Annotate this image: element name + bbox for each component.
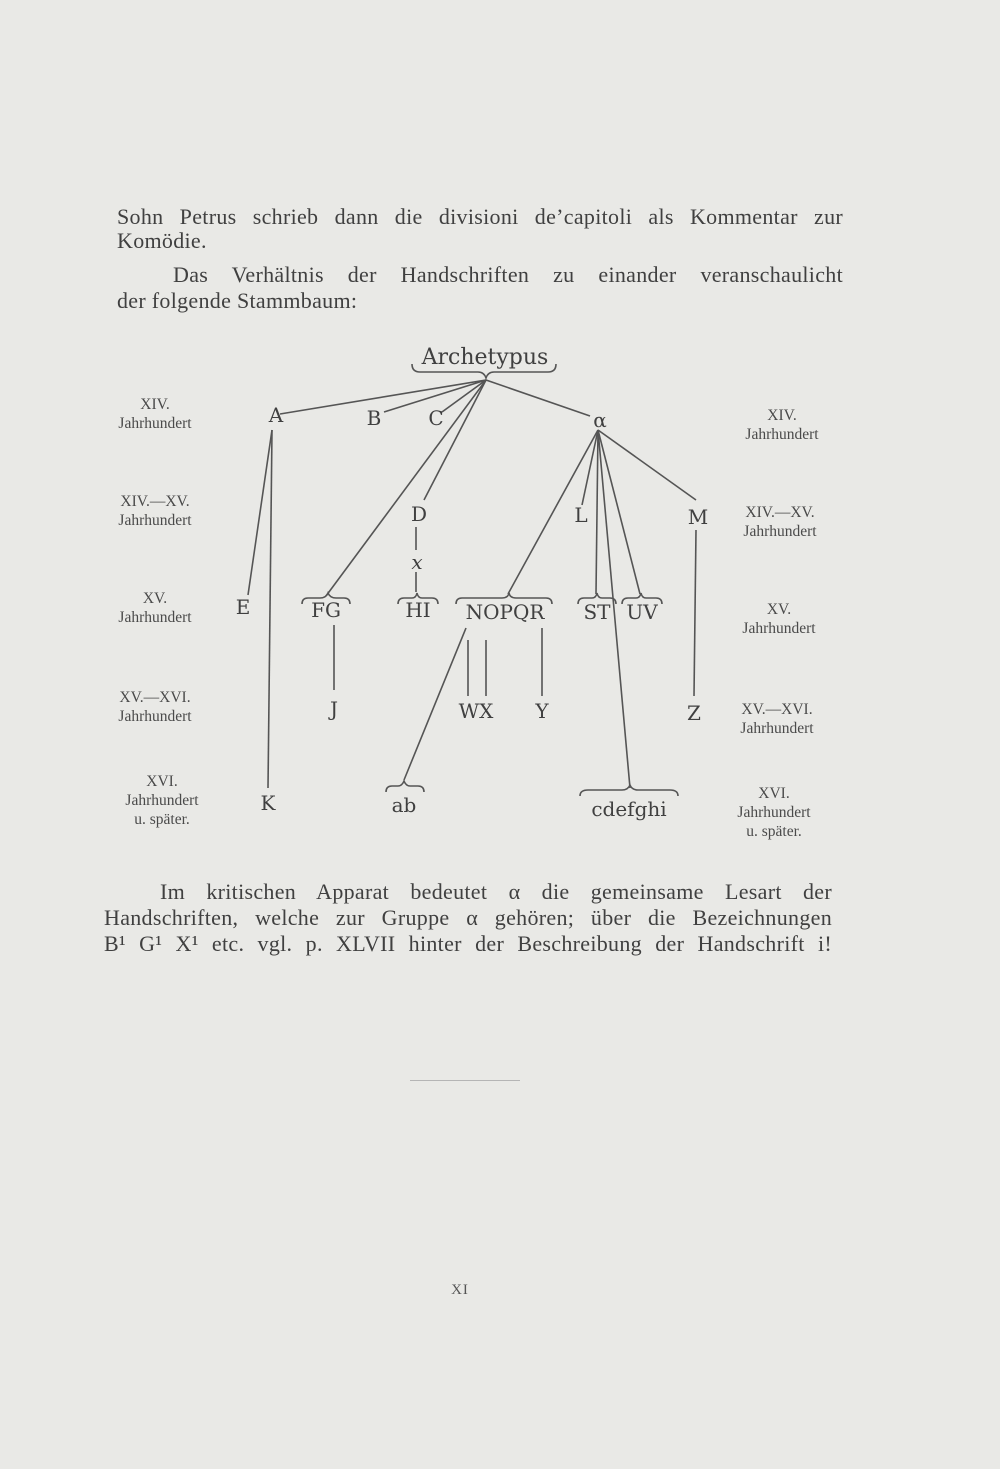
era-left-2-line-2: Jahrhundert — [118, 512, 192, 529]
node-M: M — [687, 505, 709, 529]
edge-alpha-ST — [596, 430, 598, 594]
node-WX: WX — [458, 699, 494, 723]
edge-root-alpha — [486, 380, 590, 416]
node-B: B — [366, 406, 382, 430]
node-Z: Z — [687, 701, 701, 725]
node-Y: Y — [535, 699, 549, 723]
era-left-1-line-1: XIV. — [140, 396, 170, 413]
edge-A-E — [248, 430, 272, 595]
era-left-2-line-1: XIV.—XV. — [120, 493, 190, 510]
edge-M-Z — [694, 530, 696, 696]
era-right-1-line-1: XIV. — [767, 407, 797, 424]
edge-NOPQR-ab — [404, 628, 466, 780]
section-divider — [410, 1080, 520, 1081]
era-left-5-line-2: Jahrhundert — [125, 792, 199, 809]
node-alpha: α — [593, 408, 607, 432]
era-left-4-line-2: Jahrhundert — [118, 708, 192, 725]
edge-A-K — [268, 430, 272, 788]
era-right-5-line-2: Jahrhundert — [737, 804, 811, 821]
node-NOPQR: NOPQR — [465, 600, 545, 624]
node-archetypus: Archetypus — [421, 345, 549, 370]
node-HI: HI — [405, 598, 431, 622]
era-right-5-line-1: XVI. — [758, 785, 790, 802]
era-right-2-line-2: Jahrhundert — [743, 523, 817, 540]
node-D: D — [410, 502, 428, 526]
era-right-3-line-2: Jahrhundert — [742, 620, 816, 637]
paragraph-3-line-1-text: Im kritischen Apparat bedeutet α die gemeinsame Lesart der — [160, 879, 832, 904]
node-ab: ab — [391, 793, 417, 817]
node-J: J — [329, 697, 339, 721]
node-C: C — [428, 406, 444, 430]
paragraph-3-line-2: Handschriften, welche zur Gruppe α gehören; über die Bezeichnungen — [104, 905, 832, 930]
edge-root-FG — [326, 380, 486, 596]
era-right-3-line-1: XV. — [766, 601, 792, 618]
paragraph-2-line-1-text: Das Verhältnis der Handschriften zu einander veranschaulicht — [173, 262, 843, 287]
era-left-5-line-1: XVI. — [146, 773, 178, 790]
era-left-3-line-2: Jahrhundert — [118, 609, 192, 626]
paragraph-3-line-3: B¹ G¹ X¹ etc. vgl. p. XLVII hinter der Beschreibung der Handschrift i! — [104, 931, 832, 956]
node-cdefghi: cdefghi — [591, 797, 667, 821]
era-left-1-line-2: Jahrhundert — [118, 415, 192, 432]
paragraph-2-line-2: der folgende Stammbaum: — [117, 288, 358, 313]
cdefghi-brace — [580, 785, 678, 796]
era-right-5-line-3: u. später. — [746, 823, 802, 840]
edge-root-C — [442, 380, 486, 412]
era-left-3-line-1: XV. — [142, 590, 168, 607]
era-left-4-line-1: XV.—XVI. — [119, 689, 191, 706]
edge-alpha-L — [582, 430, 598, 505]
paragraph-1-line-1: Sohn Petrus schrieb dann die divisioni de’capitoli als Kommentar zur — [117, 204, 843, 229]
era-right-1-line-2: Jahrhundert — [745, 426, 819, 443]
edge-root-D — [424, 380, 486, 500]
page-number: XI — [451, 1282, 469, 1298]
paragraph-1-line-2: Komödie. — [117, 228, 207, 253]
edge-root-A — [280, 380, 486, 414]
era-right-4-line-2: Jahrhundert — [740, 720, 814, 737]
node-E: E — [235, 595, 251, 619]
node-L: L — [574, 503, 588, 527]
ab-brace — [386, 781, 424, 792]
era-left-5-line-3: u. später. — [134, 811, 190, 828]
node-UV: UV — [626, 600, 658, 624]
era-right-4-line-1: XV.—XVI. — [741, 701, 813, 718]
era-right-2-line-1: XIV.—XV. — [745, 504, 815, 521]
node-ST: ST — [583, 600, 611, 624]
node-K: K — [260, 791, 276, 815]
node-FG: FG — [311, 598, 341, 622]
node-A: A — [268, 403, 284, 427]
node-x: x — [411, 550, 423, 574]
